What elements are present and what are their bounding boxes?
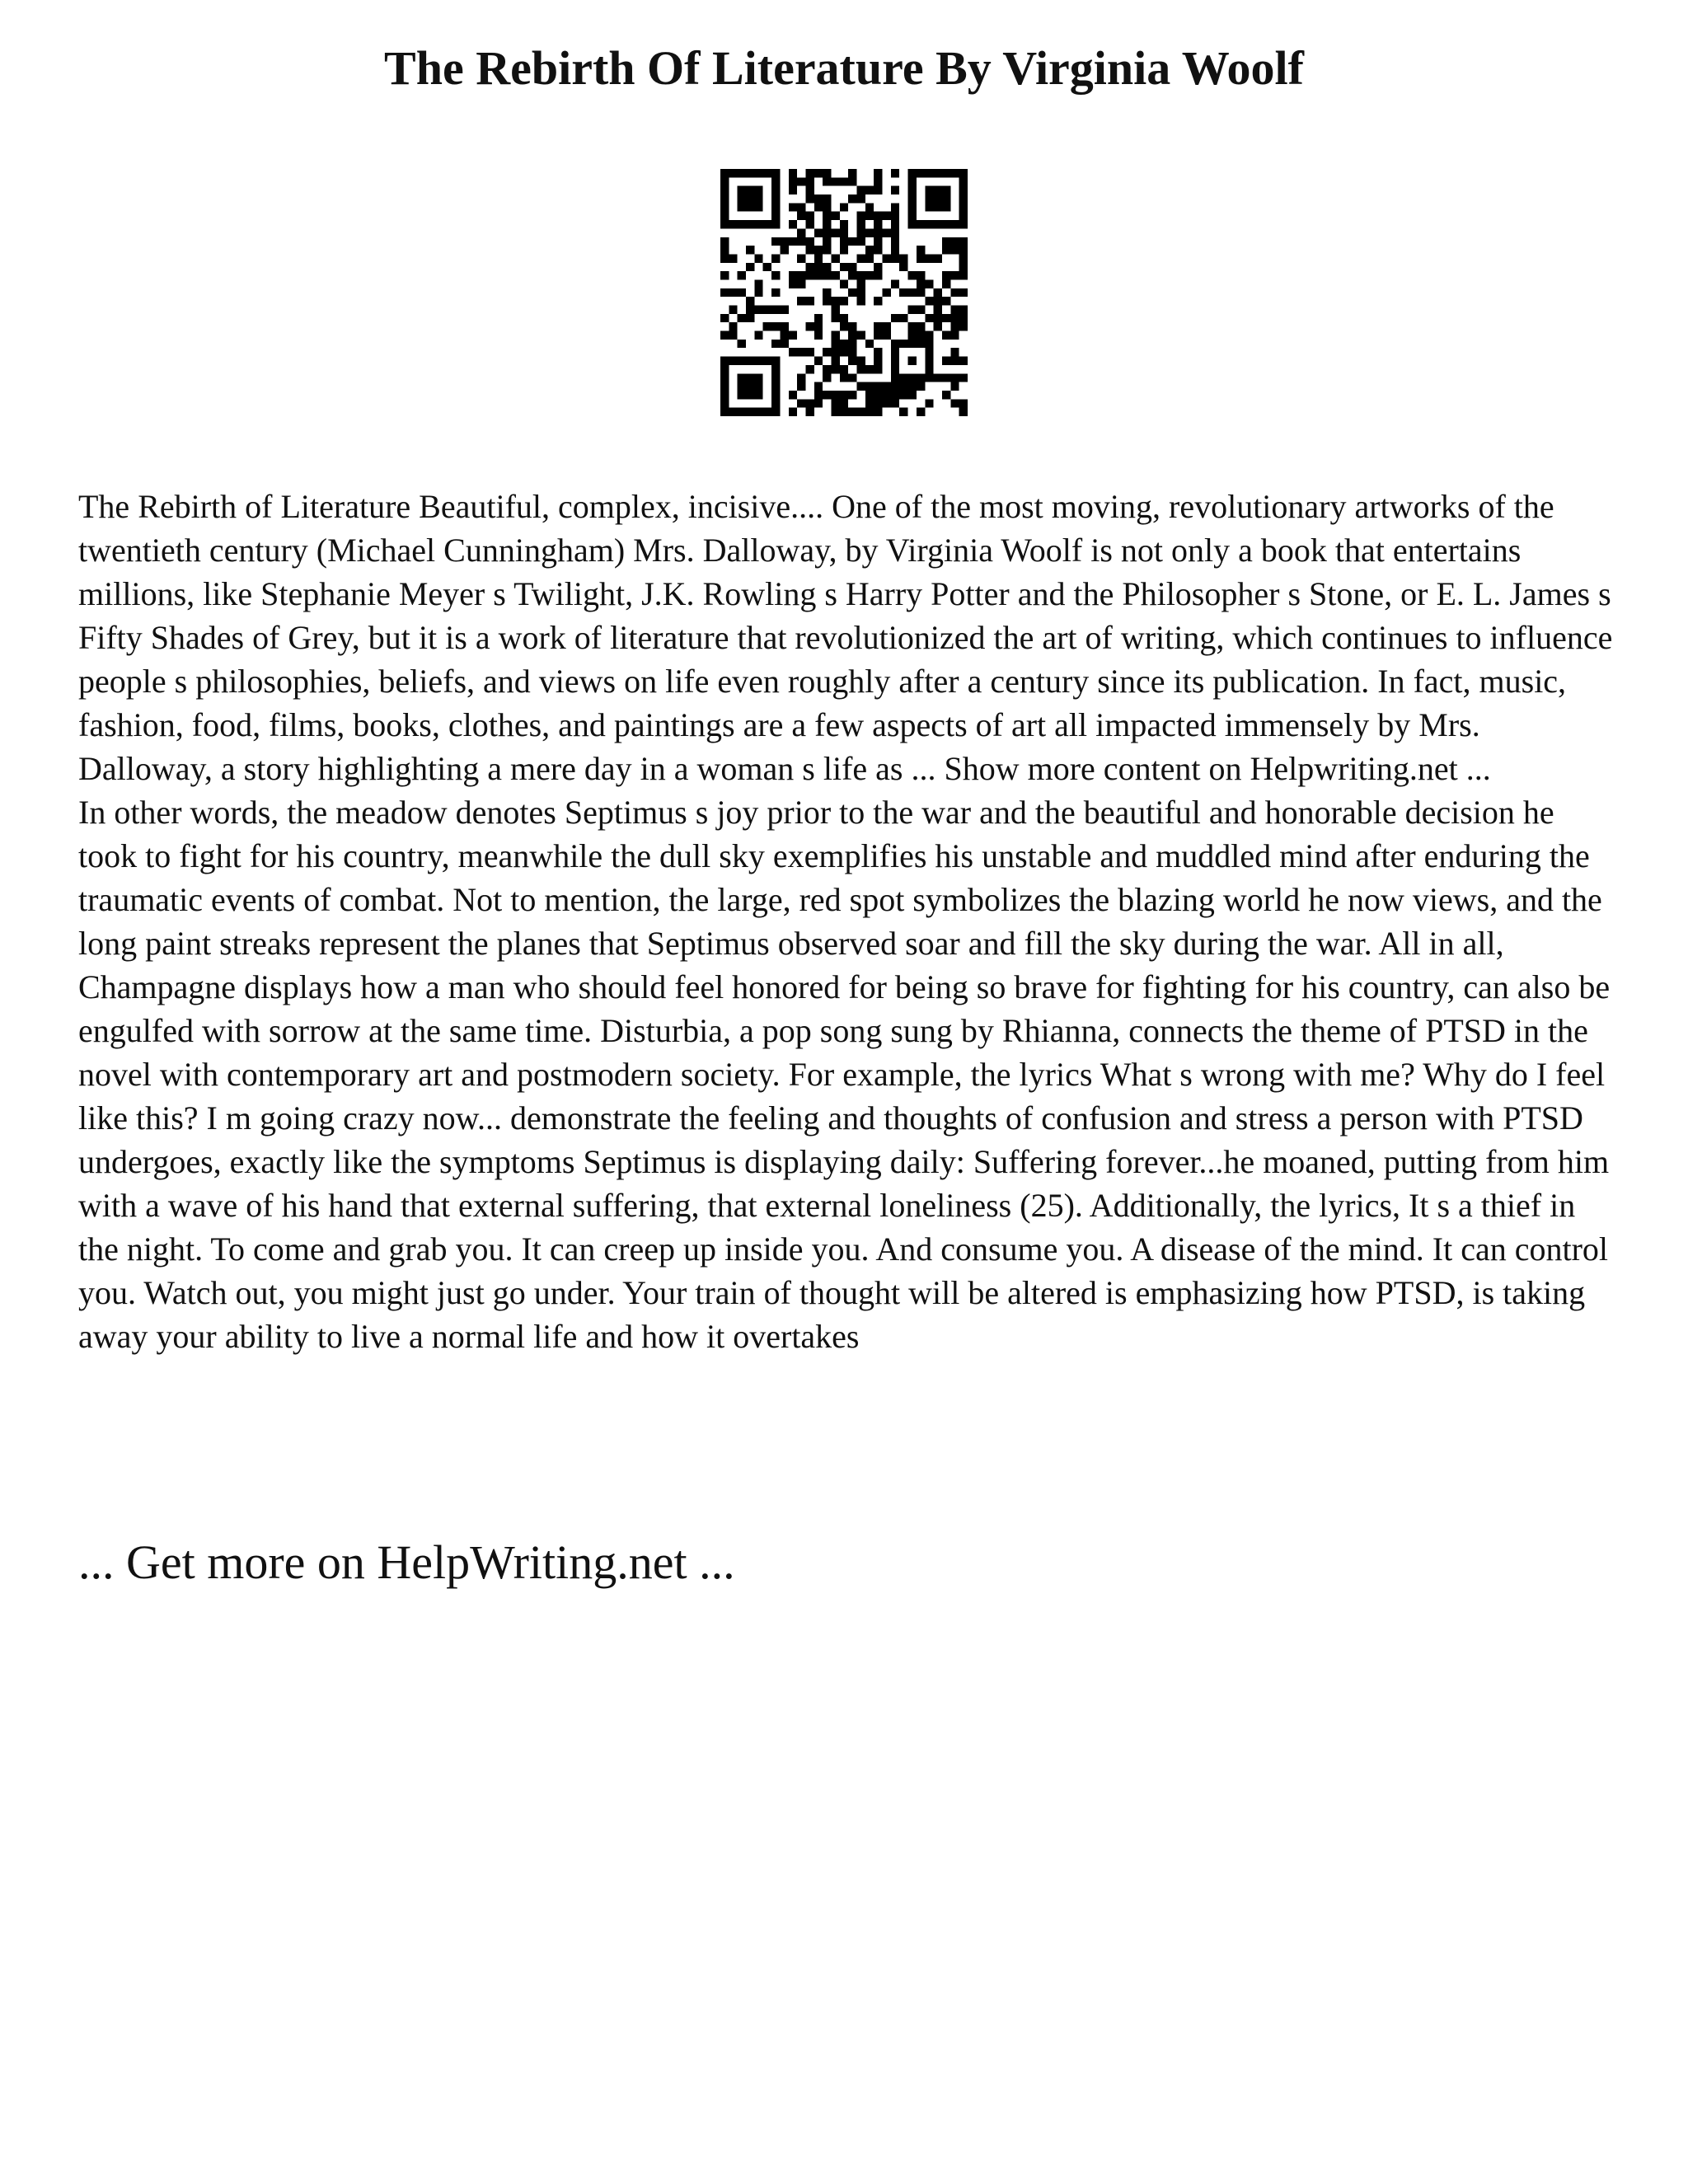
article-body	[78, 485, 1620, 1358]
qr-code-icon[interactable]	[720, 169, 968, 416]
qr-code-graphic	[720, 169, 968, 416]
page-title: The Rebirth Of Literature By Virginia Woolf	[384, 41, 1304, 95]
paragraph-intro: The Rebirth of Literature Beautiful, complex, incisive.... One of the most moving, revolutionary artworks of the twentieth century (Michael Cunningham) Mrs. Dalloway, by Virginia Woolf is not only a book that entertains millions, like Stephanie Meyer s Twilight, J.K. Rowling s Harry Potter and the Philosopher s Stone, or E. L. James s Fifty Shades of Grey, but it is a work of literature that revolutionized the art of writing, which continues to influence people s philosophies, beliefs, and views on life even roughly after a century since its publication. In fact, music, fashion, food, films, books, clothes, and paintings are a few aspects of art all impacted immensely by Mrs. Dalloway, a story highlighting a mere day in a woman s life as ... Show more content on Helpwriting.net ...	[78, 488, 1613, 787]
paragraph-main: In other words, the meadow denotes Septimus s joy prior to the war and the beautiful and honorable decision he took to fight for his country, meanwhile the dull sky exemplifies his unstable and muddled mind after enduring the traumatic events of combat. Not to mention, the large, red spot symbolizes the blazing world he now views, and the long paint streaks represent the planes that Septimus observed soar and fill the sky during the war. All in all, Champagne displays how a man who should feel honored for being so brave for fighting for his country, can also be engulfed with sorrow at the same time. Disturbia, a pop song sung by Rhianna, connects the theme of PTSD in the novel with contemporary art and postmodern society. For example, the lyrics What s wrong with me? Why do I feel like this? I m going crazy now... demonstrate the feeling and thoughts of confusion and stress a person with PTSD undergoes, exactly like the symptoms Septimus is displaying daily: Suffering forever...he moaned, putting from him with a wave of his hand that external suffering, that external loneliness (25). Additionally, the lyrics, It s a thief in the night. To come and grab you. It can creep up inside you. And consume you. A disease of the mind. It can control you. Watch out, you might just go under. Your train of thought will be altered is emphasizing how PTSD, is taking away your ability to live a normal life and how it overtakes	[78, 794, 1611, 1355]
get-more-link[interactable]: ... Get more on HelpWriting.net ...	[78, 1535, 735, 1589]
